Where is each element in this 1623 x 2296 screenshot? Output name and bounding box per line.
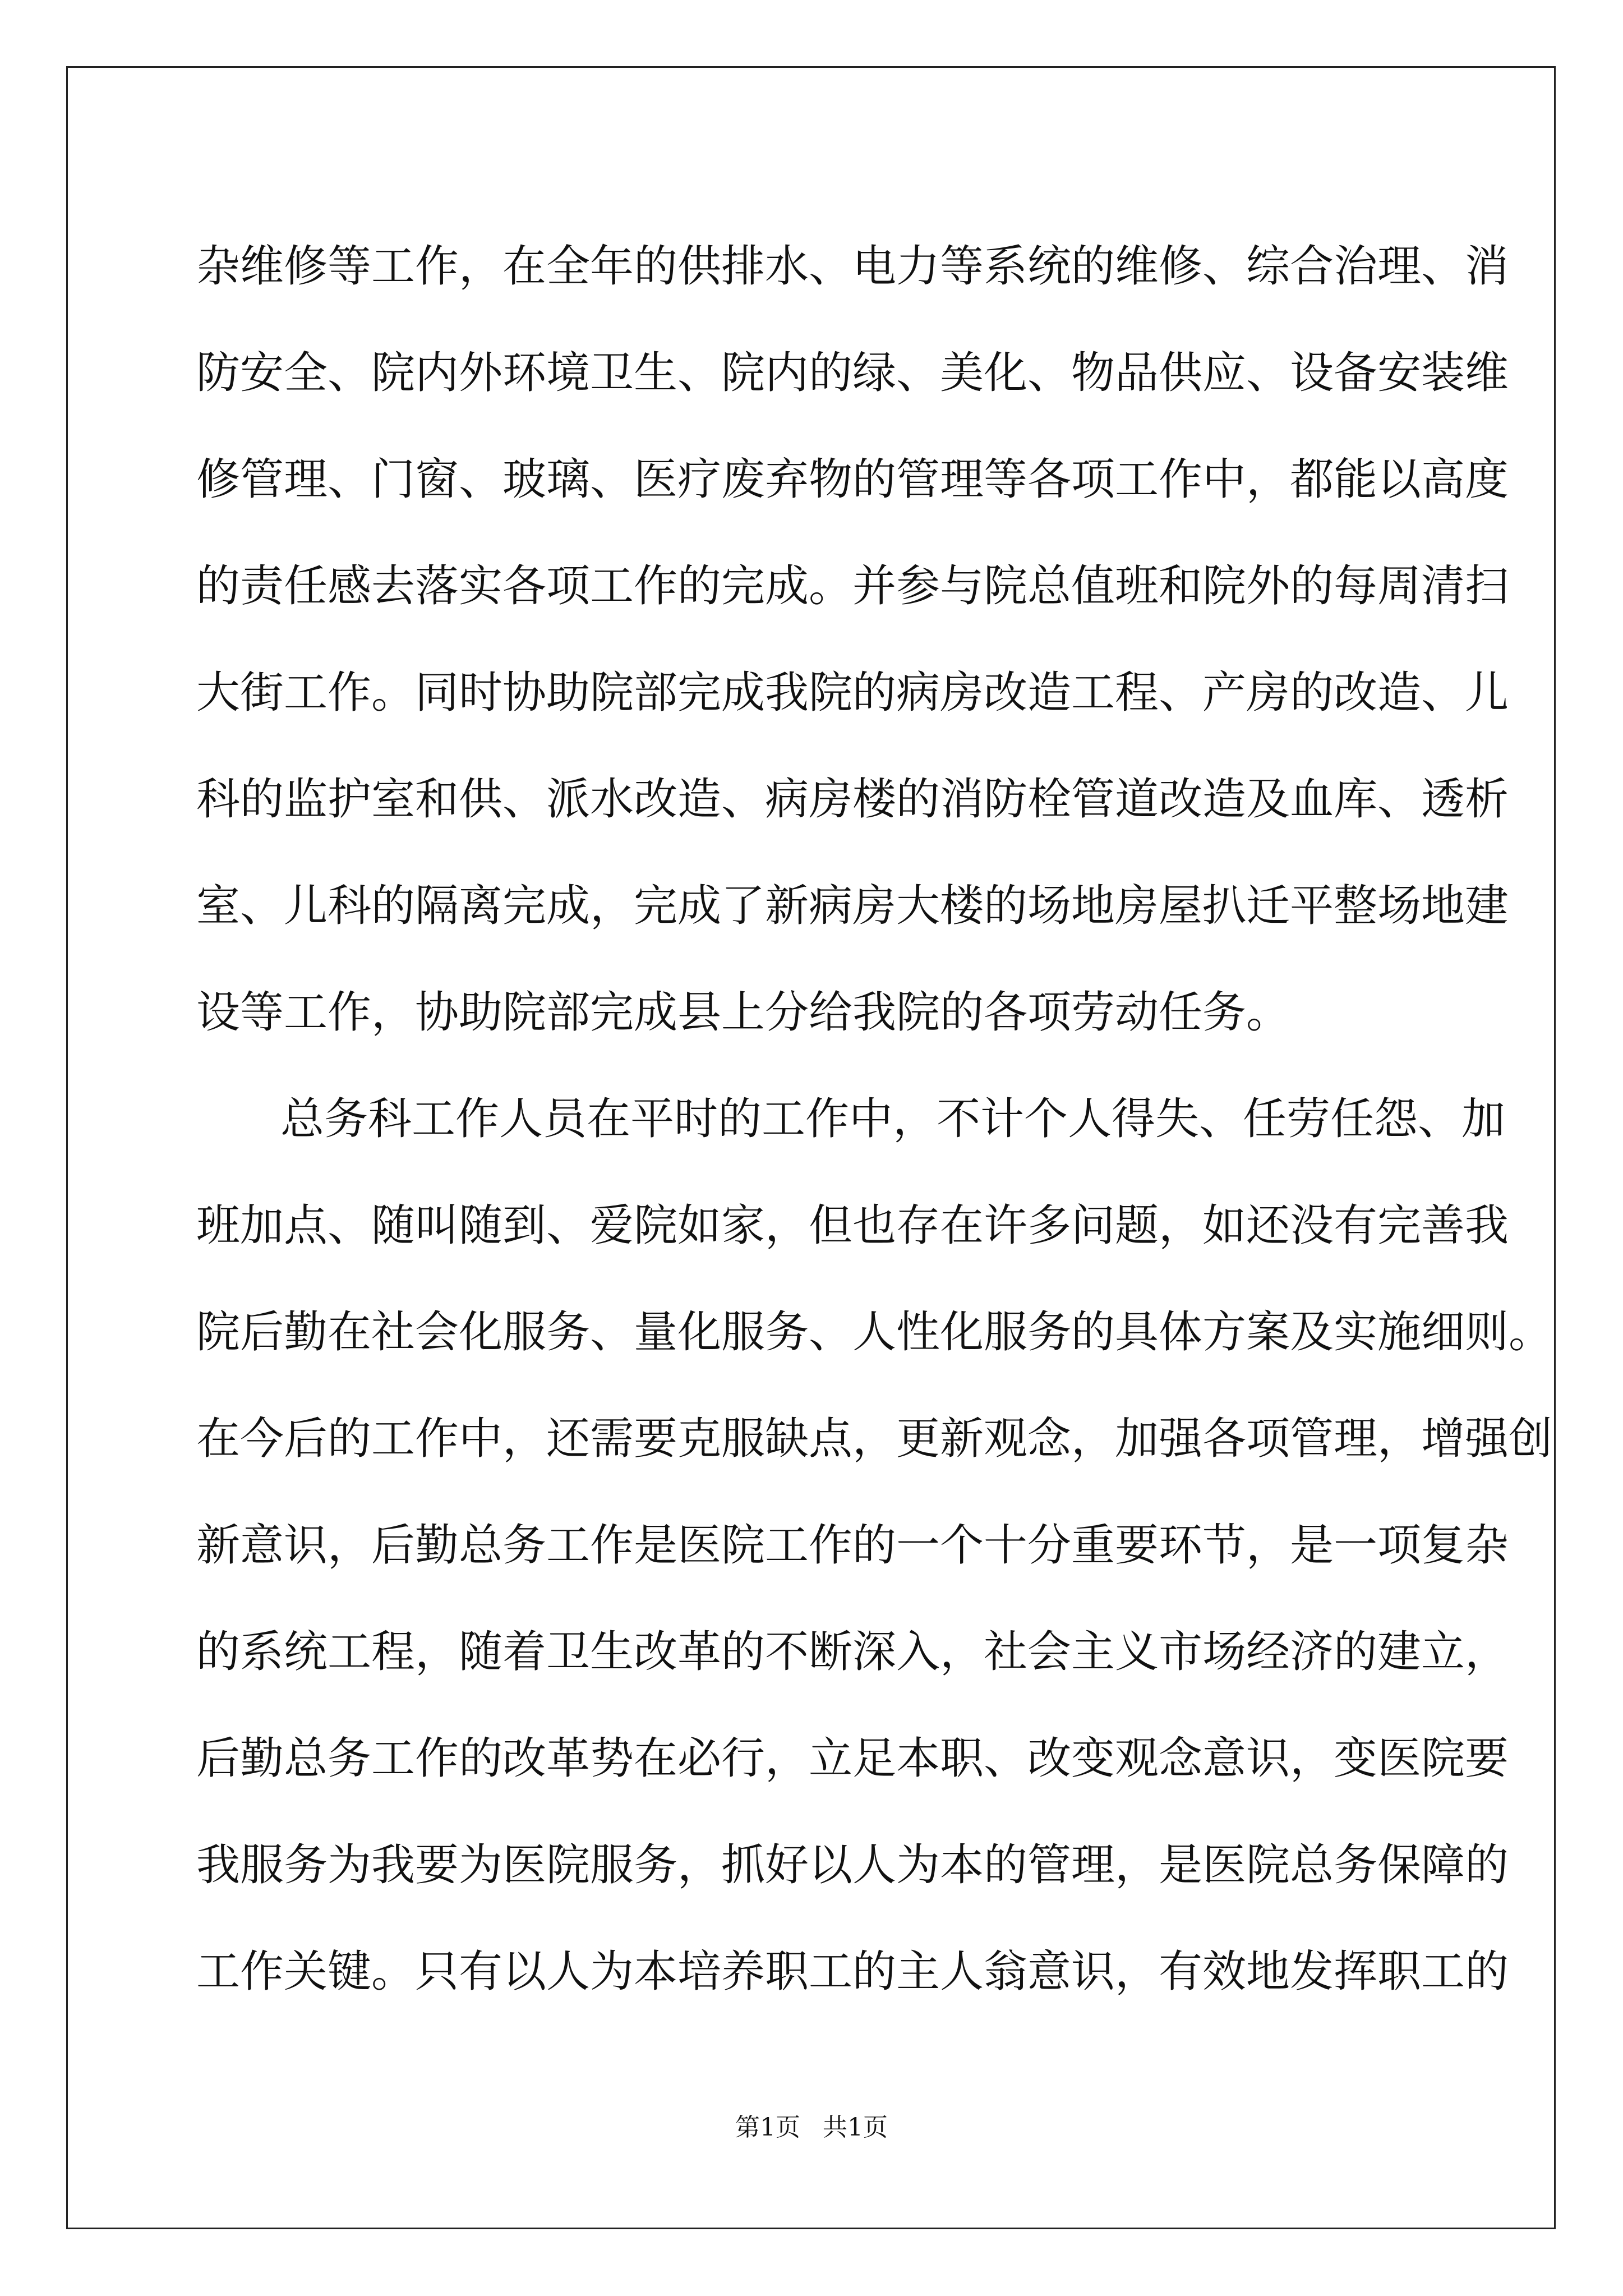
paragraph-2-line-7: 后勤总务工作的改革势在必行，立足本职、改变观念意识，变医院要	[196, 1733, 1509, 1784]
paragraph-1-line-7: 室、儿科的隔离完成，完成了新病房大楼的场地房屋扒迁平整场地建	[196, 881, 1509, 931]
paragraph-2-line-8: 我服务为我要为医院服务，抓好以人为本的管理，是医院总务保障的	[196, 1840, 1509, 1890]
page-number: 第1页	[735, 2113, 800, 2142]
paragraph-2-line-3: 院后勤在社会化服务、量化服务、人性化服务的具体方案及实施细则。	[196, 1307, 1553, 1358]
paragraph-2-line-9: 工作关键。只有以人为本培养职工的主人翁意识，有效地发挥职工的	[196, 1947, 1509, 1997]
page-total: 共1页	[823, 2113, 888, 2142]
paragraph-2-line-2: 班加点、随叫随到、爱院如家，但也存在许多问题，如还没有完善我	[196, 1200, 1509, 1251]
paragraph-1-line-2: 防安全、院内外环境卫生、院内的绿、美化、物品供应、设备安装维	[196, 348, 1509, 398]
page-footer	[0, 2111, 1623, 2145]
paragraph-2-line-6: 的系统工程，随着卫生改革的不断深入，社会主义市场经济的建立，	[196, 1627, 1509, 1677]
paragraph-2-line-1: 总务科工作人员在平时的工作中，不计个人得失、任劳任怨、加	[280, 1094, 1506, 1144]
paragraph-1-line-5: 大街工作。同时协助院部完成我院的病房改造工程、产房的改造、儿	[196, 668, 1509, 718]
paragraph-1-line-1: 杂维修等工作，在全年的供排水、电力等系统的维修、综合治理、消	[196, 241, 1509, 292]
paragraph-1-line-6: 科的监护室和供、派水改造、病房楼的消防栓管道改造及血库、透析	[196, 774, 1509, 825]
document-body	[196, 213, 1553, 2025]
paragraph-1-line-4: 的责任感去落实各项工作的完成。并参与院总值班和院外的每周清扫	[196, 561, 1509, 611]
paragraph-2-line-5: 新意识，后勤总务工作是医院工作的一个十分重要环节，是一项复杂	[196, 1520, 1509, 1571]
paragraph-2-line-4: 在今后的工作中，还需要克服缺点，更新观念，加强各项管理，增强创	[196, 1414, 1553, 1464]
paragraph-1-line-8: 设等工作，协助院部完成县上分给我院的各项劳动任务。	[196, 987, 1290, 1038]
paragraph-1-line-3: 修管理、门窗、玻璃、医疗废弃物的管理等各项工作中，都能以高度	[196, 454, 1509, 505]
